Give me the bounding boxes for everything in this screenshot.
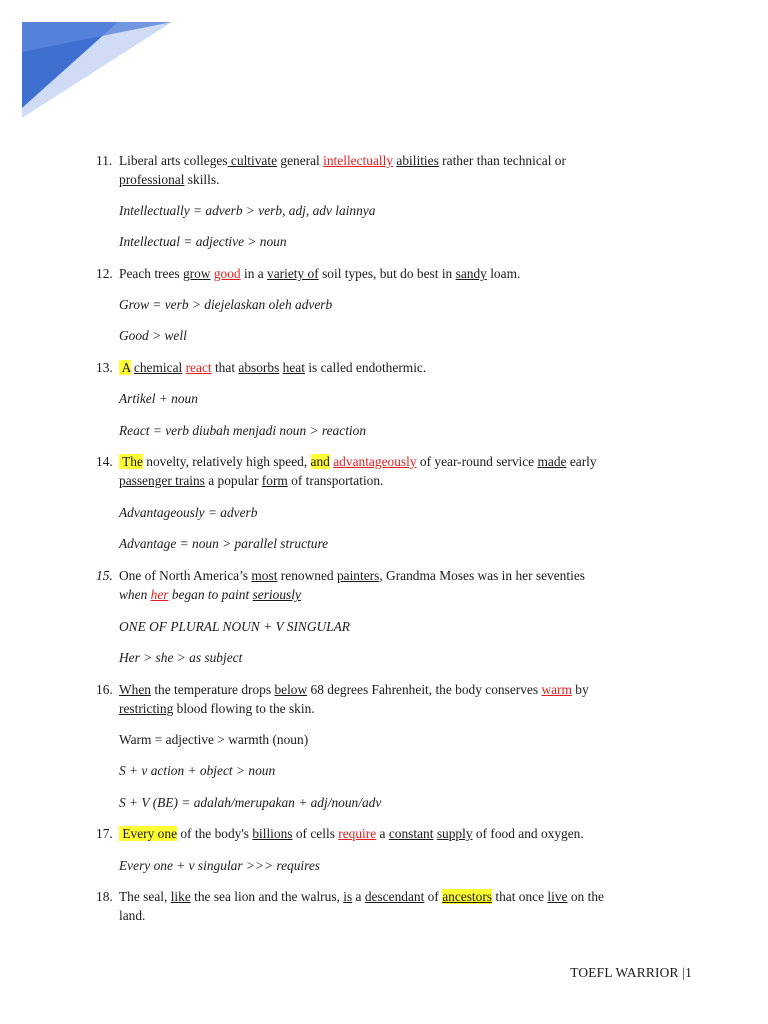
question-16: 16. When the temperature drops below 68 degrees Fahrenheit, the body conserves warm by restricting blood flowing to the skin. xyxy=(96,682,589,716)
highlighted-word: Every one xyxy=(122,826,178,841)
explanation-note: Good > well xyxy=(119,328,187,343)
explanation-note: Every one + v singular >>> requires xyxy=(119,858,321,873)
highlighted-word: The xyxy=(122,454,143,469)
explanation-note: Warm = adjective > warmth (noun) xyxy=(119,732,309,747)
error-word: her xyxy=(150,587,169,602)
question-number: 15. xyxy=(96,568,113,583)
highlighted-word: and xyxy=(310,454,330,469)
explanation-note: Advantageously = adverb xyxy=(119,505,258,520)
question-12: 12. Peach trees grow good in a variety of soil types, but do best in sandy loam. xyxy=(96,266,521,281)
question-14: 14. The novelty, relatively high speed, and advantageously of year-round service made early passenger trains a popular form of transportation. xyxy=(96,454,597,488)
explanation-note: Her > she > as subject xyxy=(119,650,243,665)
question-number: 14. xyxy=(96,454,113,469)
error-word: intellectually xyxy=(323,153,394,168)
explanation-note: Intellectual = adjective > noun xyxy=(119,234,287,249)
explanation-note: S + v action + object > noun xyxy=(119,763,276,778)
question-number: 12. xyxy=(96,266,113,281)
explanation-note: Advantage = noun > parallel structure xyxy=(119,536,329,551)
question-17: 17. Every one of the body's billions of cells require a constant supply of food and oxygen. xyxy=(96,826,584,841)
highlighted-word: A xyxy=(121,360,131,375)
explanation-note: ONE OF PLURAL NOUN + V SINGULAR xyxy=(119,619,350,634)
explanation-note: Artikel + noun xyxy=(119,391,198,406)
error-word: require xyxy=(338,826,377,841)
explanation-note: Grow = verb > diejelaskan oleh adverb xyxy=(119,297,333,312)
explanation-note: Intellectually = adverb > verb, adj, adv lainnya xyxy=(119,203,376,218)
question-15: 15. One of North America’s most renowned painters, Grandma Moses was in her seventies when her began to paint seriously xyxy=(96,568,585,602)
explanation-note: React = verb diubah menjadi noun > reaction xyxy=(119,423,367,438)
question-11: 11. Liberal arts colleges cultivate general intellectually abilities rather than technical or professional skills. xyxy=(96,153,566,187)
question-number: 16. xyxy=(96,682,113,697)
question-18: 18. The seal, like the sea lion and the walrus, is a descendant of ancestors that once live on the land. xyxy=(96,889,604,923)
explanation-note: S + V (BE) = adalah/merupakan + adj/noun/adv xyxy=(119,795,382,810)
question-number: 17. xyxy=(96,826,113,841)
page-footer: TOEFL WARRIOR |1 xyxy=(570,965,692,980)
error-word: good xyxy=(213,266,241,281)
question-number: 18. xyxy=(96,889,113,904)
question-number: 13. xyxy=(96,360,113,375)
question-number: 11. xyxy=(96,153,113,168)
question-13: 13. A chemical react that absorbs heat is called endothermic. xyxy=(96,360,427,375)
error-word: warm xyxy=(541,682,572,697)
error-word: advantageously xyxy=(333,454,417,469)
corner-decoration xyxy=(0,0,200,130)
highlighted-word: ancestors xyxy=(442,889,493,904)
error-word: react xyxy=(185,360,212,375)
